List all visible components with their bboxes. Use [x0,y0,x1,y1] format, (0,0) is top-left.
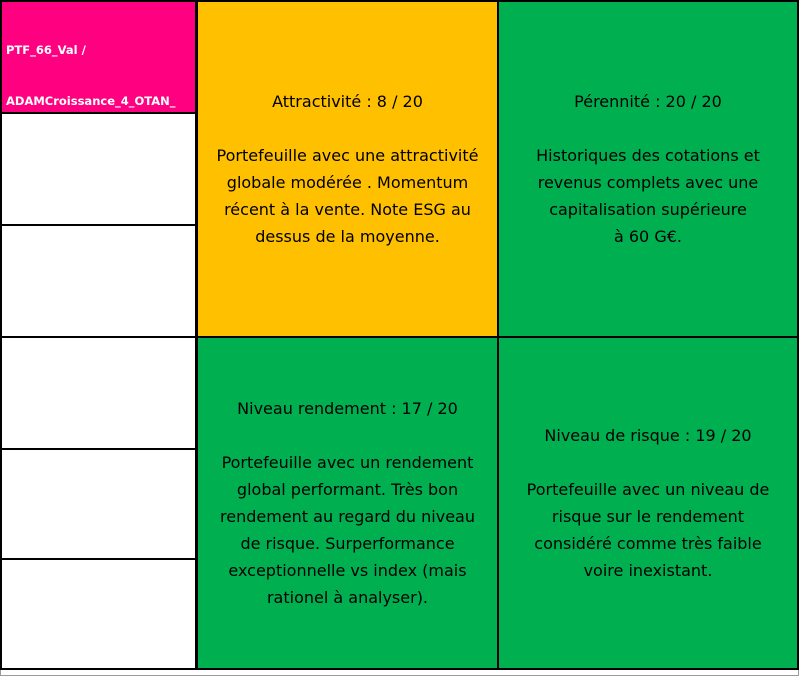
perennite-description: Historiques des cotations et revenus complets avec une capitalisation supérieure à 60 G€. [536,146,760,246]
perennite-score: Pérennité : 20 / 20 [574,92,722,111]
risque-score: Niveau de risque : 19 / 20 [544,426,752,445]
empty-cell [0,448,197,562]
attractivite-score: Attractivité : 8 / 20 [272,92,423,111]
portfolio-title-line: ADAMCroissance_4_OTAN_ [6,94,176,108]
rendement-description: Portefeuille avec un rendement global performant. Très bon rendement au regard du niveau de risque. Surperformance exceptionnelle vs index (mais rationel à analyser). [220,453,475,607]
perennite-card [497,0,799,338]
attractivite-description: Portefeuille avec une attractivité globale modérée . Momentum récent à la vente. Note ESG au dessus de la moyenne. [216,146,479,246]
risque-description: Portefeuille avec un niveau de risque sur le rendement considéré comme très faible voire inexistant. [526,480,770,580]
attractivite-card [196,0,499,338]
risque-card [497,336,799,670]
rendement-card [196,336,499,670]
empty-cell [0,336,197,450]
portfolio-title-cell [0,0,197,114]
empty-cell [0,224,197,338]
rendement-score: Niveau rendement : 17 / 20 [237,399,458,418]
empty-cell [0,112,197,226]
empty-cell [0,558,197,670]
portfolio-title-line: PTF_66_Val / [6,43,86,57]
